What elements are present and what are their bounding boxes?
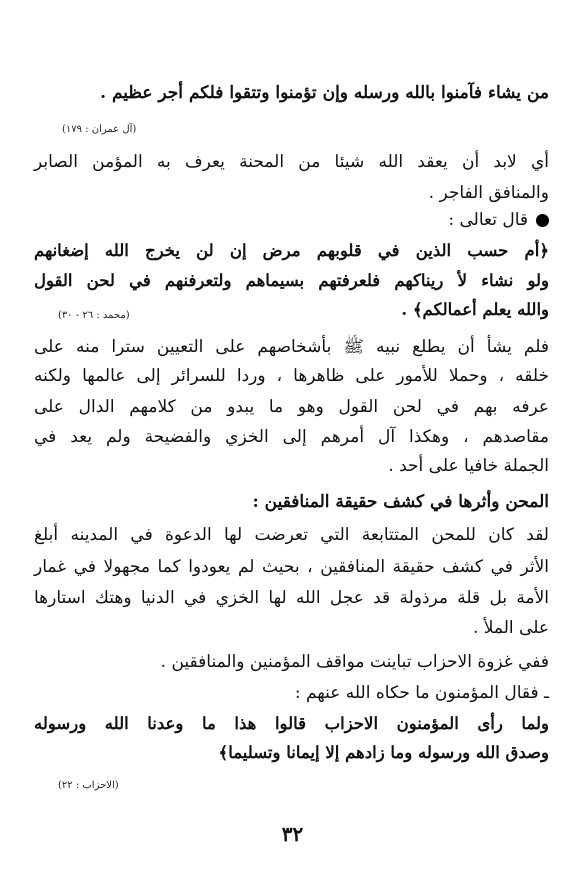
bullet-text: قال تعالى : (448, 210, 528, 230)
body-line: خلقه ، وحملا للأمور على ظاهرها ، وردا للسرائر إلى عالمها ولكنه (34, 366, 549, 386)
body-line: فلم يشأ أن يطلع نبيه ﷺ بأشخاصهم على التعيين سترا منه على (34, 337, 549, 357)
body-line: الجملة خافيا على أحد . (388, 456, 549, 476)
body-line: أي لابد أن يعقد الله شيئا من المحنة يعرف به المؤمن الصابر (34, 152, 549, 172)
body-line: لقد كان للمحن المتتابعة التي تعرضت لها الدعوة في المدينه أبلغ (34, 525, 549, 545)
body-line: الأمة بل قلة مرذولة قد عجل الله لها الخزي في الدنيا وهتك استارها (34, 588, 549, 608)
verse-citation: (آل عمران : ١٧٩) (62, 124, 137, 135)
section-heading: المحن وأثرها في كشف حقيقة المنافقين : (252, 492, 549, 512)
body-line: والمنافق الفاجر . (428, 183, 549, 203)
body-line: ففي غزوة الاحزاب تباينت مواقف المؤمنين والمنافقين . (160, 652, 549, 672)
verse-line: والله يعلم أعمالكم﴾ . (401, 300, 549, 319)
verse-line: وصدق الله ورسوله وما زادهم إلا إيمانا وتسليما﴾ (218, 743, 549, 762)
bullet-line (34, 210, 549, 230)
body-line: مقاصدهم ، وهكذا آل أمرهم إلى الخزي والفضيحة ولم يعد في (34, 427, 549, 447)
verse-citation: (محمد : ٢٦ - ٣٠) (58, 310, 130, 321)
body-line: الأثر في كشف حقيقة المنافقين ، بحيث لم يعودوا كما مجهولا في غمار (34, 557, 549, 577)
body-line: على الملأ . (472, 618, 549, 638)
verse-line: ولو نشاء لأ ريناكهم فلعرفتهم بسيماهم ولتعرفنهم في لحن القول (34, 271, 549, 290)
verse-line: من يشاء فآمنوا بالله ورسله وإن تؤمنوا وتتقوا فلكم أجر عظيم . (100, 83, 549, 103)
verse-line: ولما رأى المؤمنون الاحزاب قالوا هذا ما وعدنا الله ورسوله (34, 714, 549, 733)
bullet-icon (536, 214, 549, 227)
body-line: عرفه بهم في لحن القول وهو ما يبدو من كلامهم الدال على (34, 397, 549, 417)
page-number: ٣٢ (281, 822, 304, 846)
body-line: ـ فقال المؤمنون ما حكاه الله عنهم : (294, 683, 549, 703)
verse-line: ﴿أم حسب الذين في قلوبهم مرض إن لن يخرج الله إضغانهم (34, 241, 549, 260)
verse-citation: (الاحزاب : ٢٢) (58, 780, 119, 791)
